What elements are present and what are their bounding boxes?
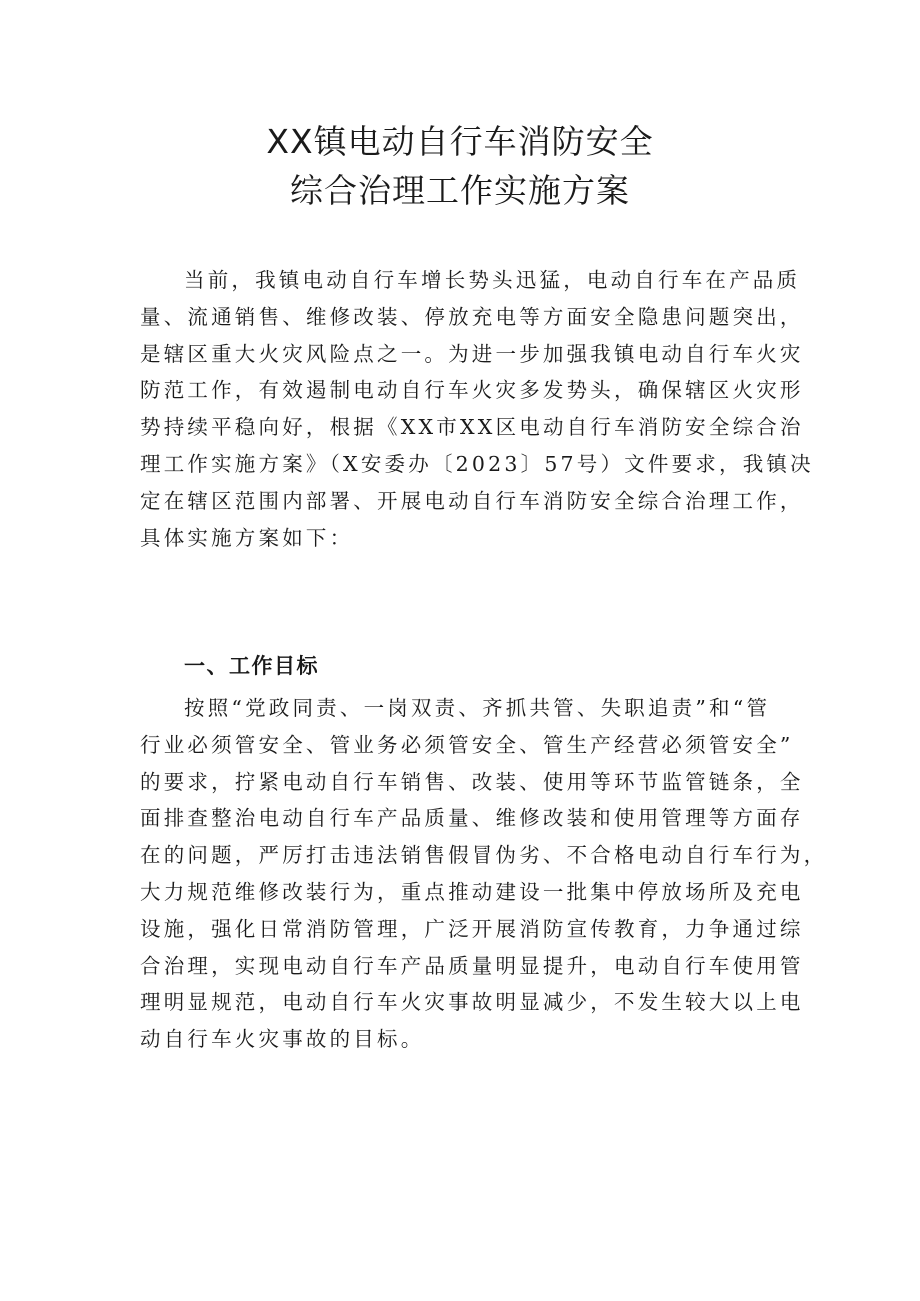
work-goals-paragraph — [140, 690, 828, 1058]
paragraph-line: 定在辖区范围内部署、开展电动自行车消防安全综合治理工作， — [140, 488, 804, 513]
paragraph-line: 面排查整治电动自行车产品质量、维修改装和使用管理等方面存 — [140, 806, 804, 831]
paragraph-line: 合治理，实现电动自行车产品质量明显提升，电动自行车使用管 — [140, 953, 804, 978]
paragraph-line: 是辖区重大火灾风险点之一。为进一步加强我镇电动自行车火灾 — [140, 341, 804, 366]
paragraph-line: 动自行车火灾事故的目标。 — [140, 1027, 425, 1052]
paragraph-line: 当前，我镇电动自行车增长势头迅猛，电动自行车在产品质 — [184, 268, 801, 292]
section-heading-work-goals: 一、工作目标 — [184, 654, 319, 678]
document-title-line-2: 综合治理工作实施方案 — [290, 171, 630, 210]
paragraph-line: 设施，强化日常消防管理，广泛开展消防宣传教育，力争通过综 — [140, 916, 804, 941]
paragraph-line: 大力规范维修改装行为，重点推动建设一批集中停放场所及充电 — [140, 879, 804, 904]
paragraph-line: 的要求，拧紧电动自行车销售、改装、使用等环节监管链条，全 — [140, 769, 804, 794]
paragraph-line: 量、流通销售、维修改装、停放充电等方面安全隐患问题突出， — [140, 304, 804, 329]
paragraph-line: 按照“党政同责、一岗双责、齐抓共管、失职追责”和“管 — [184, 696, 771, 720]
paragraph-line: 具体实施方案如下： — [140, 525, 354, 550]
intro-paragraph — [140, 262, 814, 556]
document-title-line-1: XX镇电动自行车消防安全 — [266, 122, 654, 161]
paragraph-line: 行业必须管安全、管业务必须管安全、管生产经营必须管安全” — [140, 732, 794, 757]
paragraph-line: 在的问题，严厉打击违法销售假冒伪劣、不合格电动自行车行为， — [140, 843, 828, 868]
paragraph-line: 理明显规范，电动自行车火灾事故明显减少，不发生较大以上电 — [140, 990, 804, 1015]
paragraph-line: 防范工作，有效遏制电动自行车火灾多发势头，确保辖区火灾形 — [140, 378, 804, 403]
paragraph-line: 理工作实施方案》（X安委办〔2023〕57号）文件要求，我镇决 — [140, 451, 814, 476]
paragraph-line: 势持续平稳向好，根据《XX市XX区电动自行车消防安全综合治 — [140, 415, 804, 440]
